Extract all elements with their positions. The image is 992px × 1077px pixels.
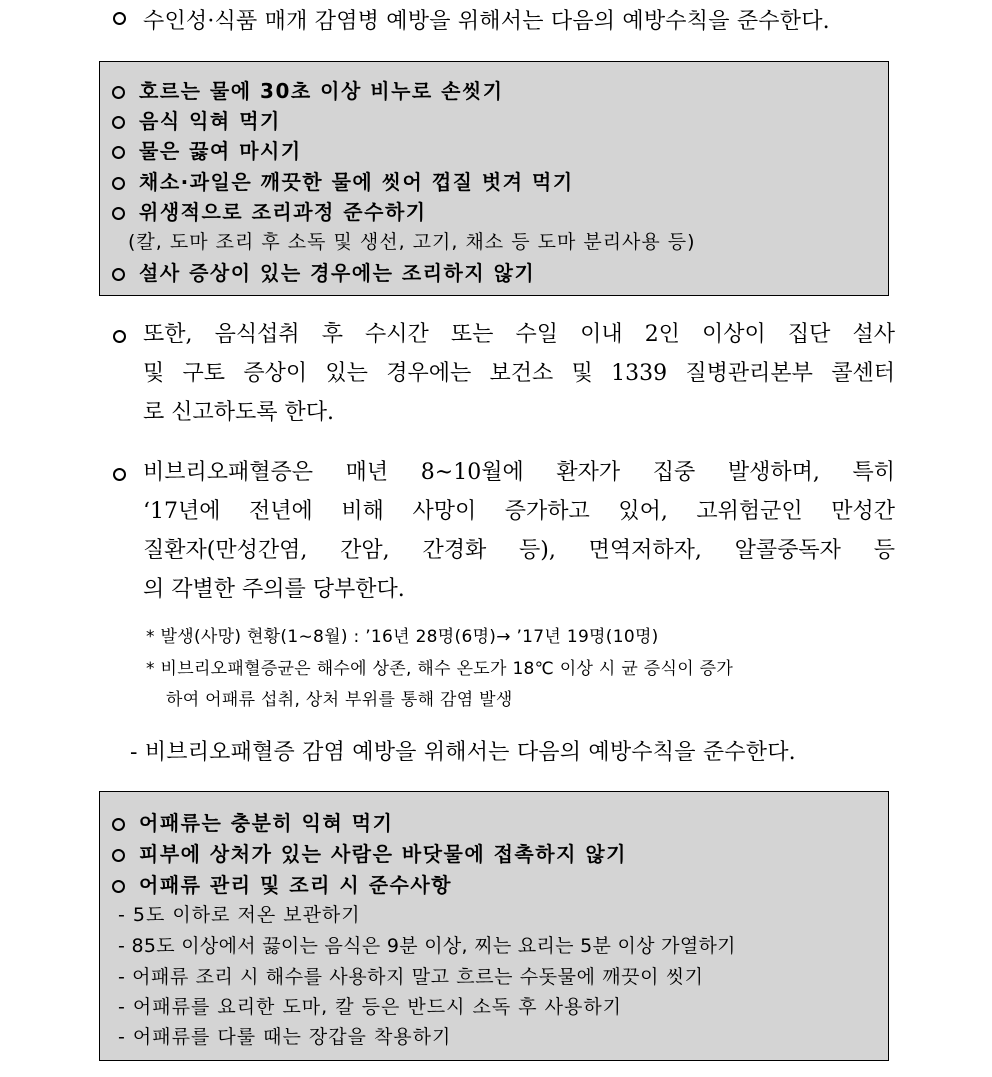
box1-item	[112, 105, 281, 134]
footnote-vibrio-cont: 하여 어패류 섭취, 상처 부위를 통해 감염 발생	[166, 690, 513, 710]
box2-item	[112, 869, 452, 898]
circle-bullet-icon	[112, 818, 125, 831]
paragraph-line: 비브리오패혈증은 매년 8~10월에 환자가 집중 발생하며, 특히	[143, 460, 895, 485]
box1-note: (칼, 도마 조리 후 소독 및 생선, 고기, 채소 등 도마 분리사용 등)	[128, 231, 696, 253]
circle-bullet-icon	[112, 880, 125, 893]
paragraph-line: 및 구토 증상이 있는 경우에는 보건소 및 1339 질병관리본부 콜센터	[143, 361, 895, 386]
box1-item-text: 음식 익혀 먹기	[139, 109, 281, 133]
bullet-circle-icon	[113, 12, 126, 25]
box2-subitem: - 어패류 조리 시 해수를 사용하지 말고 흐르는 수돗물에 깨끗이 씻기	[118, 966, 704, 988]
circle-bullet-icon	[112, 849, 125, 862]
box1-item	[112, 196, 427, 225]
footnote-vibrio: * 비브리오패혈증균은 해수에 상존, 해수 온도가 18℃ 이상 시 균 증식이 증가	[146, 659, 734, 679]
box2-item-text: 어패류 관리 및 조리 시 준수사항	[139, 873, 452, 897]
box2-subitem: - 어패류를 요리한 도마, 칼 등은 반드시 소독 후 사용하기	[118, 996, 623, 1018]
circle-bullet-icon	[112, 116, 125, 129]
paragraph-line: 또한, 음식섭취 후 수시간 또는 수일 이내 2인 이상이 집단 설사	[143, 322, 895, 347]
circle-bullet-icon	[112, 207, 125, 220]
paragraph-line: 질환자(만성간염, 간암, 간경화 등), 면역저하자, 알콜중독자 등	[143, 538, 895, 563]
box1-item	[112, 166, 574, 195]
vibrio-rules-box	[99, 791, 889, 1061]
circle-bullet-icon	[112, 177, 125, 190]
circle-bullet-icon	[112, 146, 125, 159]
circle-bullet-icon	[112, 268, 125, 281]
box2-item	[112, 838, 627, 867]
footnote-stats: * 발생(사망) 현황(1∼8월) : ’16년 28명(6명)→ ’17년 19명(10명)	[146, 627, 659, 647]
box1-item-text: 호르는 물에 30초 이상 비누로 손씻기	[139, 79, 504, 103]
intro-text: 수인성·식품 매개 감염병 예방을 위해서는 다음의 예방수칙을 준수한다.	[143, 9, 830, 34]
box2-subitem: - 5도 이하로 저온 보관하기	[118, 904, 361, 926]
bullet-circle-icon	[113, 330, 126, 343]
box2-item-text: 피부에 상처가 있는 사람은 바닷물에 접촉하지 않기	[139, 842, 627, 866]
paragraph-line: 로 신고하도록 한다.	[143, 400, 334, 425]
report-paragraph	[143, 315, 895, 432]
circle-bullet-icon	[112, 86, 125, 99]
box2-item-text: 어패류는 충분히 익혀 먹기	[139, 811, 394, 835]
vibrio-prevention-intro: - 비브리오패혈증 감염 예방을 위해서는 다음의 예방수칙을 준수한다.	[130, 740, 796, 765]
box2-item	[112, 807, 393, 836]
box1-item-text: 위생적으로 조리과정 준수하기	[139, 200, 427, 224]
hygiene-rules-box	[99, 61, 889, 296]
box2-subitem: - 어패류를 다룰 때는 장갑을 착용하기	[118, 1026, 452, 1048]
bullet-circle-icon	[113, 468, 126, 481]
vibrio-paragraph	[143, 453, 895, 609]
box1-item-text: 채소·과일은 깨끗한 물에 씻어 껍질 벗겨 먹기	[139, 170, 574, 194]
box1-item	[112, 135, 302, 164]
box1-item-text: 설사 증상이 있는 경우에는 조리하지 않기	[139, 261, 536, 285]
box2-subitem: - 85도 이상에서 끓이는 음식은 9분 이상, 찌는 요리는 5분 이상 가열하기	[118, 935, 736, 957]
box1-item	[112, 257, 535, 286]
paragraph-line: 의 각별한 주의를 당부한다.	[143, 577, 405, 602]
box1-item-text: 물은 끓여 마시기	[139, 139, 302, 163]
box1-item	[112, 75, 504, 104]
paragraph-line: ‘17년에 전년에 비해 사망이 증가하고 있어, 고위험군인 만성간	[143, 499, 895, 524]
